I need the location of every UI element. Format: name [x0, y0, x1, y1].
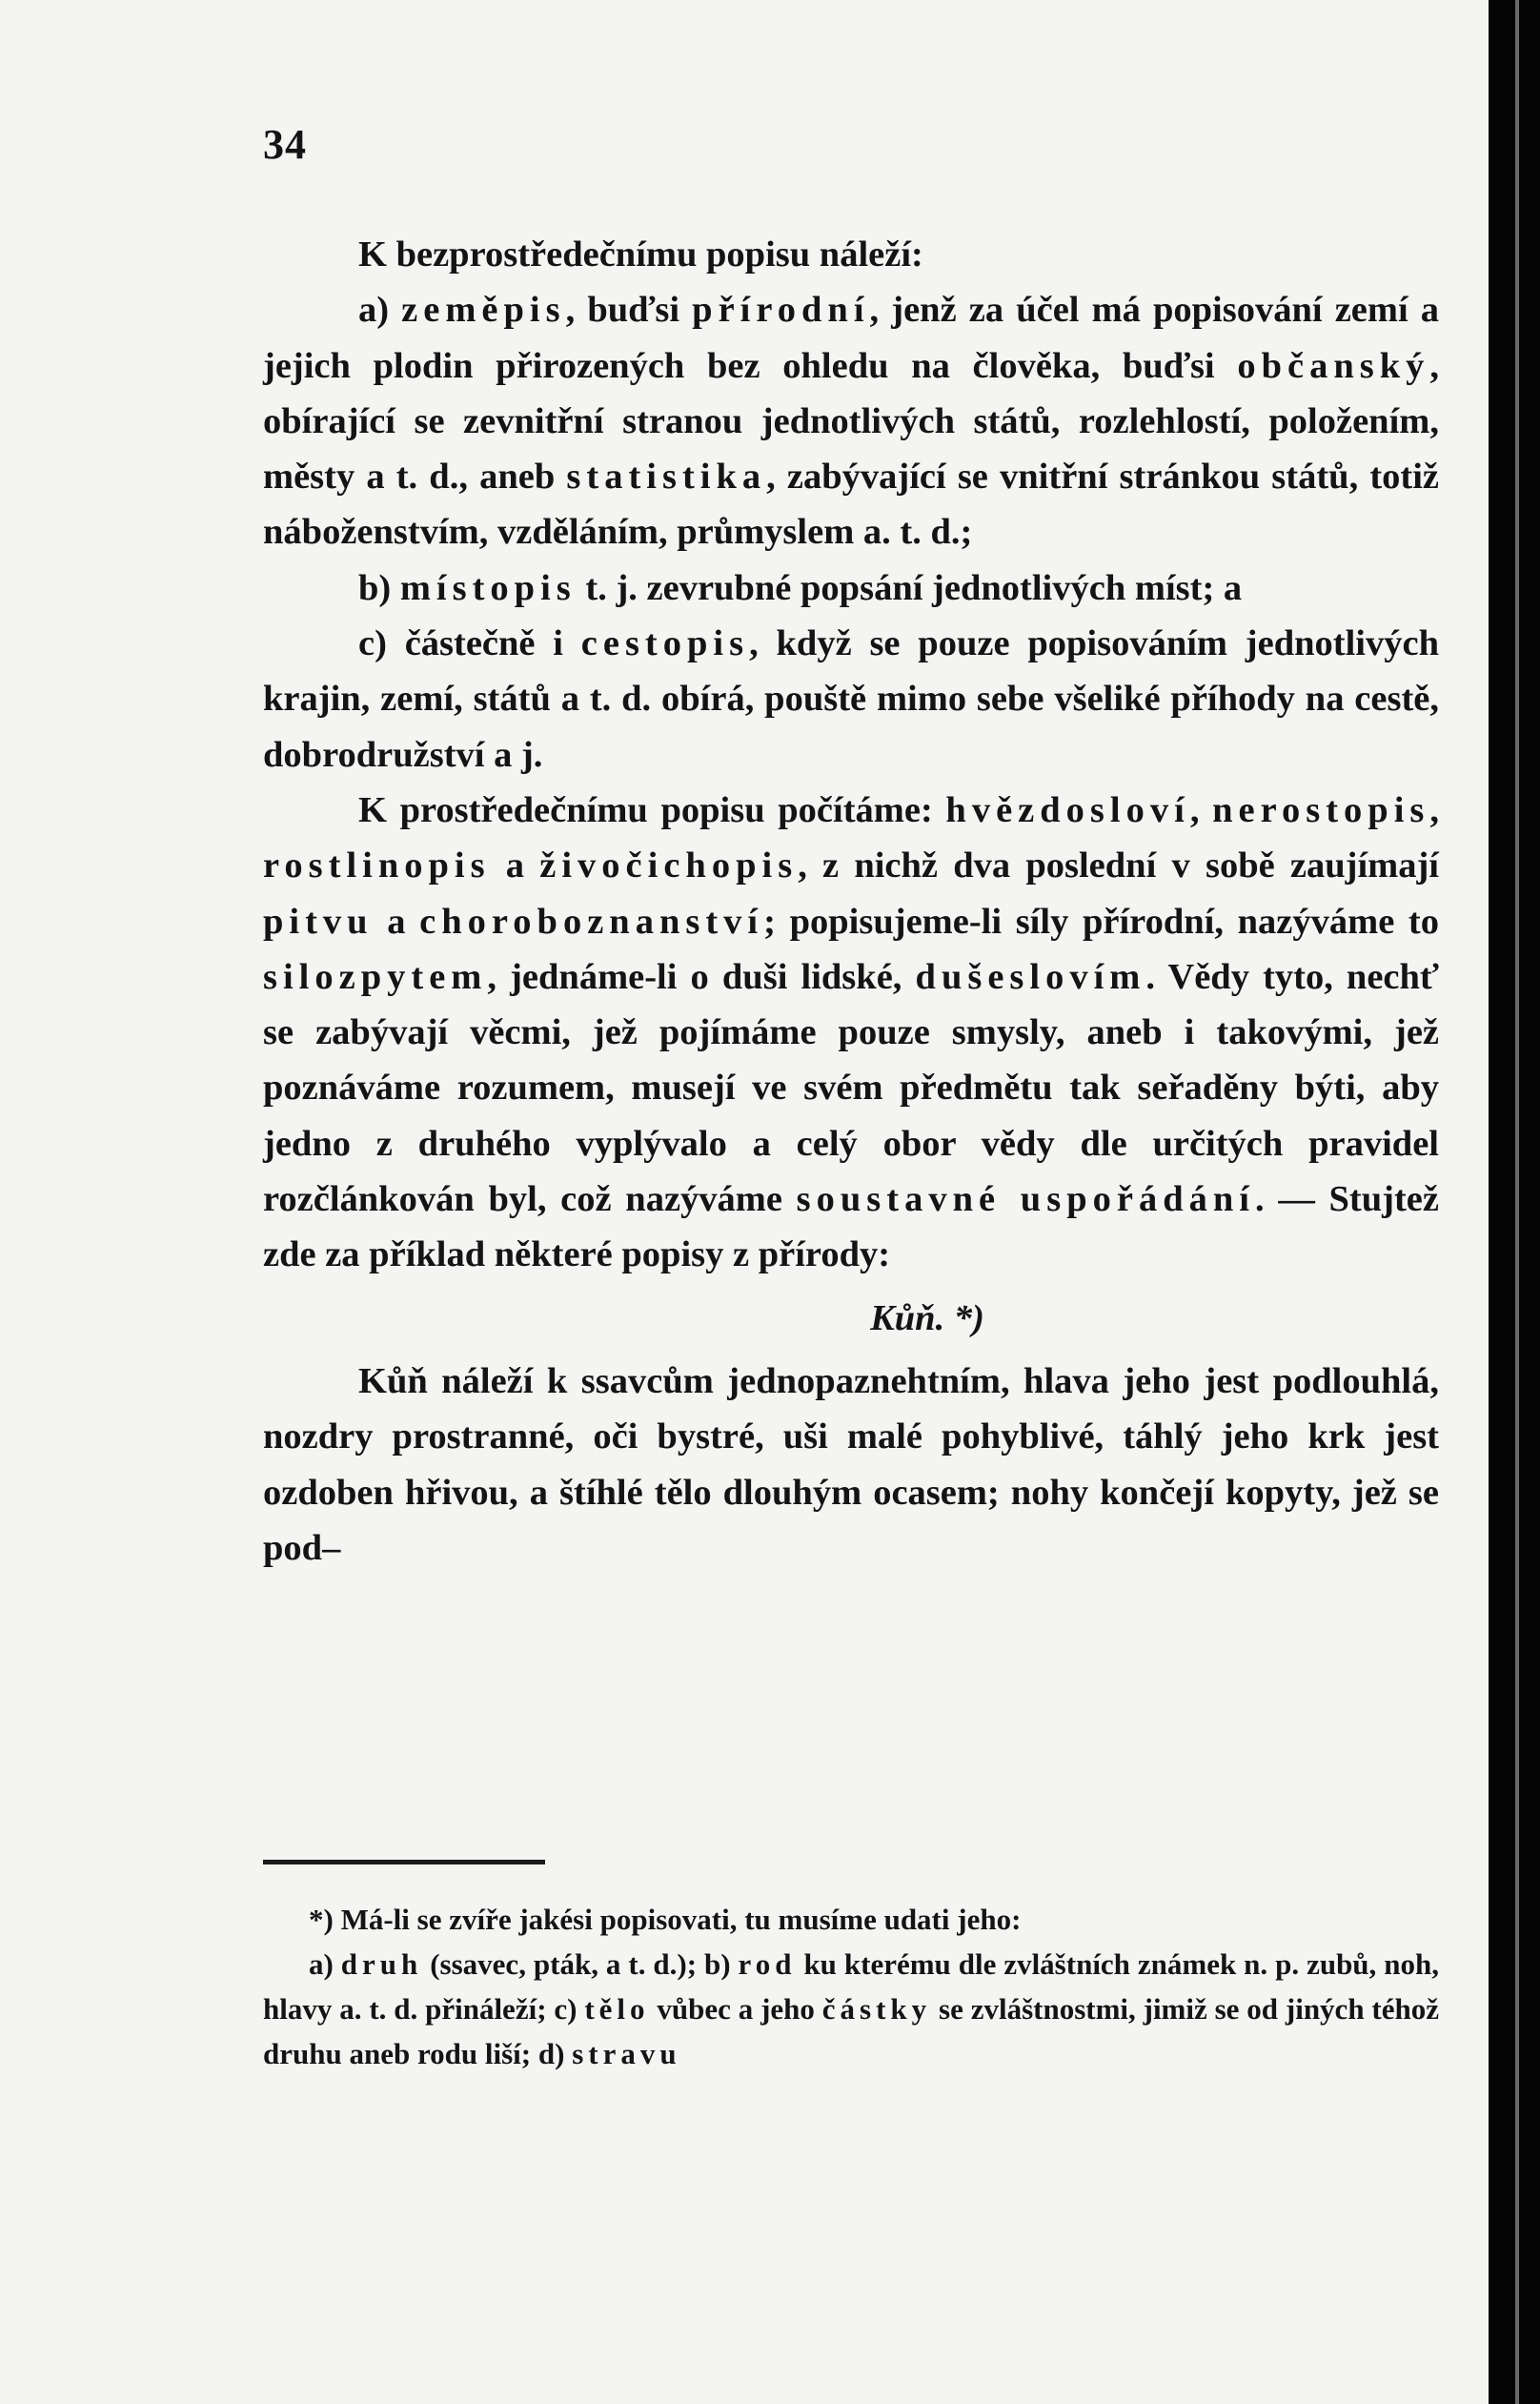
spaced-term: občanský	[1237, 345, 1430, 386]
footnote-list: a) druh (ssavec, pták, a t. d.); b) rod ku kterému dle zvláštních známek n. p. zubů, noh, hlavy a. t. d. přináleží; c) tělo vůbec a jeho částky se zvláštnostmi, jimiž se od jiných téhož druhu aneb rodu liší; d) stravu	[263, 1947, 1439, 2070]
paragraph-prostredecny: K prostředečnímu popisu počítáme: hvězdosloví, nerostopis, rostlinopis a živočichopis, z nichž dva poslední v sobě zaujímají pitvu a choroboznanství; popisujeme-li síly přírodní, nazýváme to silozpytem, jednáme-li o duši lidské, dušeslovím. Vědy tyto, nechť se zabývají věcmi, jež pojímáme pouze smysly, aneb i takovými, jež poznáváme rozumem, musejí ve svém předmětu tak seřaděny býti, aby jedno z druhého vyplývalo a celý obor vědy dle určitých pravidel rozčlánkován byl, což nazýváme soustavné uspořádání. — Stujtež zde za příklad některé popisy z přírody:	[263, 789, 1440, 1275]
spaced-term: dušeslovím	[915, 956, 1146, 997]
spaced-term: choroboznanství	[419, 901, 764, 942]
spaced-term: nerostopis	[1212, 789, 1430, 830]
paragraph-a: a) zeměpis, buďsi přírodní, jenž za účel má popisování zemí a jejich plodin přirozených bez ohledu na člověka, buďsi občanský, obírající se zevnitřní stranou jednotlivých států, rozlehlostí, položením, městy a t. d., aneb statistika, zabývající se vnitřní stránkou států, totiž náboženstvím, vzděláním, průmyslem a. t. d.;	[263, 290, 1439, 553]
spaced-term: hvězdosloví	[945, 789, 1190, 830]
spaced-term: rod	[738, 1947, 797, 1981]
spaced-term: zeměpis	[401, 290, 566, 331]
spaced-term: silozpytem	[263, 956, 488, 997]
spaced-term: živočichopis	[539, 845, 799, 886]
paragraph-intro: K bezprostředečnímu popisu náleží:	[358, 234, 923, 275]
paragraph-kun: Kůň náleží k ssavcům jednopaznehtním, hlava jeho jest podlouhlá, nozdry prostranné, oči bystré, uši malé pohyblivé, táhlý jeho krk jest ozdoben hřivou, a štíhlé tělo dlouhým ocasem; nohy končejí kopyty, jež se pod–	[263, 1360, 1439, 1568]
spaced-term: statistika	[566, 457, 767, 498]
spaced-term: soustavné uspořádání	[796, 1179, 1255, 1220]
footnote	[263, 1897, 1439, 2076]
spaced-term: druh	[340, 1947, 423, 1981]
paragraph-c: c) částečně i cestopis, když se pouze popisováním jednotlivých krajin, zemí, států a t. d. obírá, pouště mimo sebe všeliké příhody na cestě, dobrodružství a j.	[263, 623, 1439, 775]
spaced-term: přírodní	[692, 290, 870, 331]
body-text	[263, 227, 1439, 1576]
scan-border	[1489, 0, 1540, 2404]
spaced-term: částky	[821, 1992, 932, 2026]
page-number: 34	[263, 121, 307, 168]
section-title: Kůň. *)	[870, 1297, 984, 1338]
scan-border-line	[1515, 0, 1519, 2404]
paragraph-b: b) místopis t. j. zevrubné popsání jednotlivých míst; a	[358, 567, 1243, 608]
spaced-term: pitvu	[263, 901, 374, 942]
footnote-intro: *) Má-li se zvíře jakési popisovati, tu musíme udati jeho:	[309, 1903, 1022, 1936]
spaced-term: cestopis	[580, 623, 750, 664]
spaced-term: tělo	[584, 1992, 650, 2026]
spaced-term: rostlinopis	[263, 845, 491, 886]
spaced-term: místopis	[399, 567, 577, 608]
footnote-rule	[263, 1860, 545, 1864]
spaced-term: stravu	[572, 2037, 681, 2070]
